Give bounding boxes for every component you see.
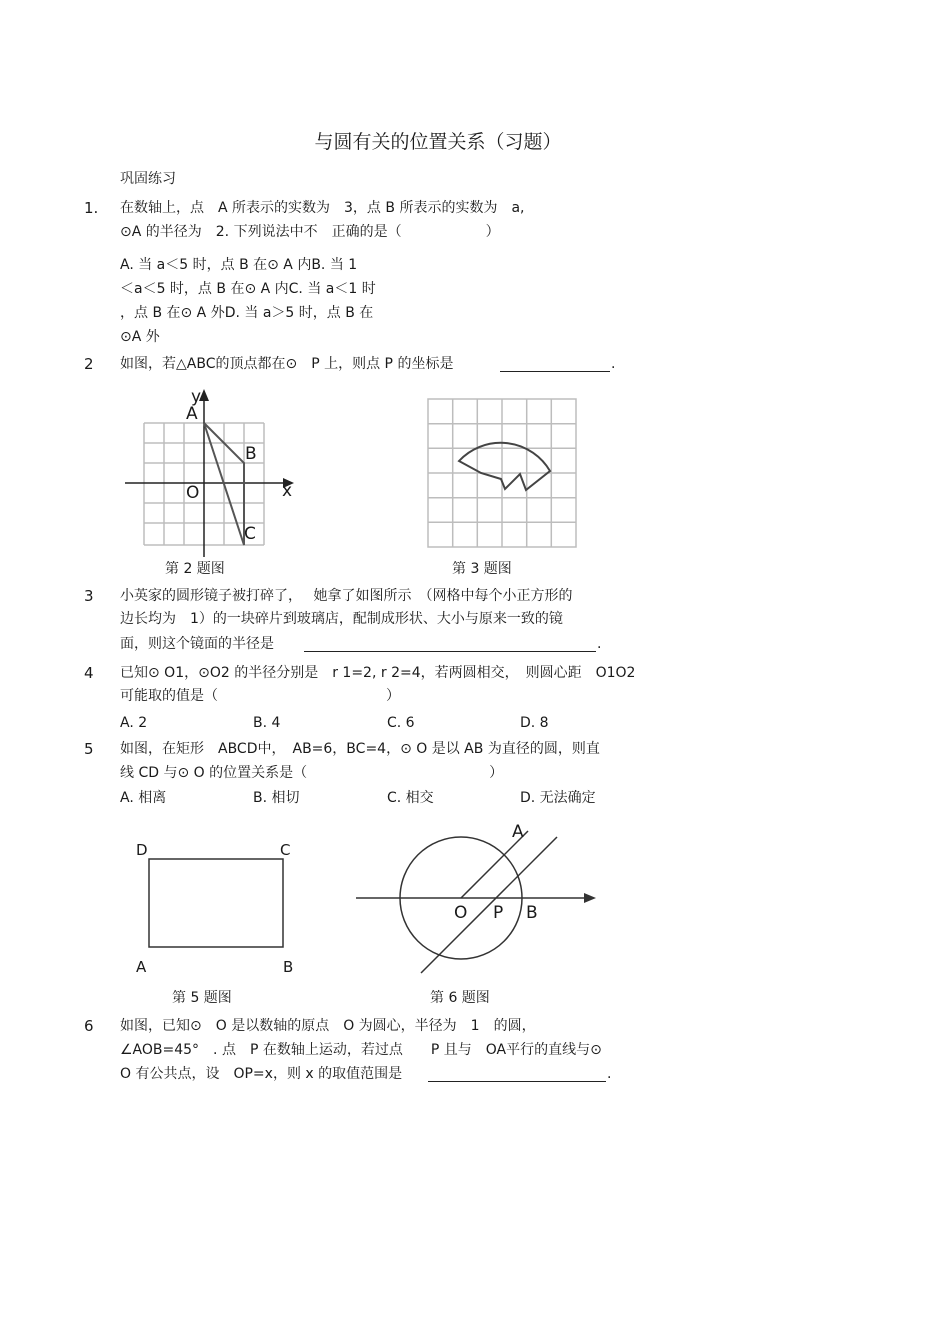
figure-2-caption: 第 2 题图 — [165, 561, 225, 577]
question-3-line-2: 边长均为 1）的一块碎片到玻璃店，配制成形状、大小与原来一致的镜 — [120, 611, 563, 627]
question-1-option-line: A. 当 a＜5 时，点 B 在⊙ A 内B. 当 1 — [120, 257, 358, 273]
question-3-line-1: 小英家的圆形镜子被打碎了， 她拿了如图所示 （网格中每个小正方形的 — [120, 588, 573, 604]
question-1-number: 1. — [84, 199, 99, 217]
question-4-option-d: D. 8 — [520, 715, 549, 731]
question-6-line-3: O 有公共点，设 OP=x，则 x 的取值范围是 — [120, 1066, 403, 1082]
label-a: A — [512, 822, 524, 842]
label-a: A — [186, 404, 198, 424]
label-o: O — [454, 903, 468, 923]
question-5-number: 5 — [84, 740, 94, 758]
question-3-line-3: 面，则这个镜面的半径是 — [120, 636, 274, 652]
question-4-option-a: A. 2 — [120, 715, 148, 731]
question-2-text: 如图，若△ABC的顶点都在⊙ P 上，则点 P 的坐标是 — [120, 356, 454, 372]
question-6-number: 6 — [84, 1017, 94, 1035]
question-4-option-c: C. 6 — [387, 715, 415, 731]
label-b: B — [245, 444, 257, 464]
question-4-line-1: 已知⊙ O1，⊙O2 的半径分别是 r 1=2, r 2=4，若两圆相交， 则圆心距 O1O2 — [120, 665, 636, 681]
question-6-line-2: ∠AOB=45° . 点 P 在数轴上运动，若过点 P 且与 OA平行的直线与⊙ — [120, 1042, 602, 1058]
figure-2-grid-triangle — [115, 385, 305, 560]
label-a: A — [136, 958, 147, 976]
question-1-option-line: ，点 B 在⊙ A 外D. 当 a＞5 时，点 B 在 — [120, 305, 374, 321]
figure-6-circle-axis — [350, 820, 600, 978]
label-c: C — [244, 524, 256, 544]
question-5-line-2: 线 CD 与⊙ O 的位置关系是（ ） — [120, 765, 504, 781]
label-c: C — [280, 841, 291, 859]
question-4-number: 4 — [84, 664, 94, 682]
figure-3-mirror-fragment — [425, 396, 580, 551]
rectangle-abcd — [149, 859, 283, 947]
question-6-answer-blank — [428, 1067, 606, 1082]
number-axis-arrow-icon — [584, 893, 596, 903]
section-heading: 巩固练习 — [120, 171, 176, 187]
figure-5-caption: 第 5 题图 — [172, 990, 232, 1006]
label-o: O — [186, 483, 200, 503]
question-5-option-d: D. 无法确定 — [520, 790, 596, 806]
question-4-option-b: B. 4 — [253, 715, 281, 731]
label-b: B — [526, 903, 538, 923]
question-2-number: 2 — [84, 355, 94, 373]
label-y: y — [191, 387, 202, 407]
page-title: 与圆有关的位置关系（习题） — [314, 131, 562, 153]
label-p: P — [493, 903, 504, 923]
figure-3-caption: 第 3 题图 — [452, 561, 512, 577]
question-1-option-line: ⊙A 外 — [120, 329, 160, 345]
question-5-option-b: B. 相切 — [253, 790, 300, 806]
label-b: B — [283, 958, 294, 976]
question-6-line-1: 如图，已知⊙ O 是以数轴的原点 O 为圆心，半径为 1 的圆， — [120, 1018, 536, 1034]
label-x: x — [282, 481, 293, 501]
question-1-line-1: 在数轴上，点 A 所表示的实数为 3，点 B 所表示的实数为 a, — [120, 200, 525, 216]
figure-3-grid — [428, 399, 576, 547]
question-5-option-a: A. 相离 — [120, 790, 167, 806]
question-3-end: . — [597, 636, 602, 652]
question-1-option-line: ＜a＜5 时，点 B 在⊙ A 内C. 当 a＜1 时 — [120, 281, 376, 297]
question-6-end: . — [607, 1066, 612, 1082]
question-3-number: 3 — [84, 587, 94, 605]
label-d: D — [136, 841, 148, 859]
figure-5-rectangle — [130, 838, 305, 978]
question-2-answer-blank — [500, 357, 610, 372]
question-2-end: . — [611, 356, 616, 372]
question-3-answer-blank — [304, 637, 596, 652]
question-5-line-1: 如图，在矩形 ABCD中， AB=6，BC=4，⊙ O 是以 AB 为直径的圆，则直 — [120, 741, 600, 757]
question-1-line-2: ⊙A 的半径为 2. 下列说法中不 正确的是（ ） — [120, 224, 500, 240]
question-4-line-2: 可能取的值是（ ） — [120, 688, 400, 704]
figure-6-caption: 第 6 题图 — [430, 990, 490, 1006]
mirror-fragment-outline — [459, 443, 550, 490]
question-5-option-c: C. 相交 — [387, 790, 434, 806]
